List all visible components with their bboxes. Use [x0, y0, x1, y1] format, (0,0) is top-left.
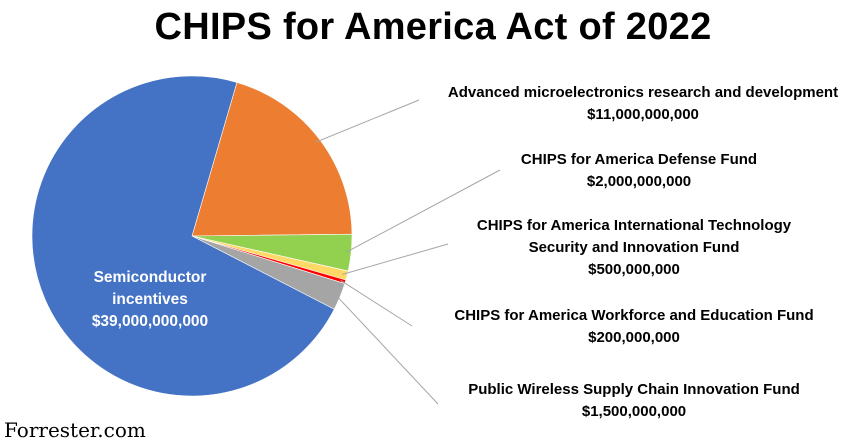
- slice-label-2: CHIPS for America Defense Fund $2,000,000,000: [520, 151, 758, 190]
- slice-label-1: Advanced microelectronics research and development $11,000,000,000: [447, 84, 839, 123]
- slice-label-5: Public Wireless Supply Chain Innovation Fund $1,500,000,000: [468, 381, 800, 420]
- pie-slices: [32, 76, 352, 396]
- leader-line-4: [341, 280, 412, 326]
- slice-label-4: CHIPS for America Workforce and Education Fund $200,000,000: [454, 307, 814, 346]
- slice-label-0: Semiconductor incentives $39,000,000,000: [91, 269, 209, 330]
- leader-line-2: [346, 170, 500, 252]
- chart-title: CHIPS for America Act of 2022: [154, 6, 712, 48]
- leader-line-3: [342, 244, 448, 274]
- slice-label-3: CHIPS for America International Technology Security and Innovation Fund $500,000,000: [476, 217, 792, 278]
- source-credit: Forrester.com: [4, 418, 146, 442]
- leader-line-1: [316, 100, 419, 142]
- leader-line-5: [336, 295, 438, 404]
